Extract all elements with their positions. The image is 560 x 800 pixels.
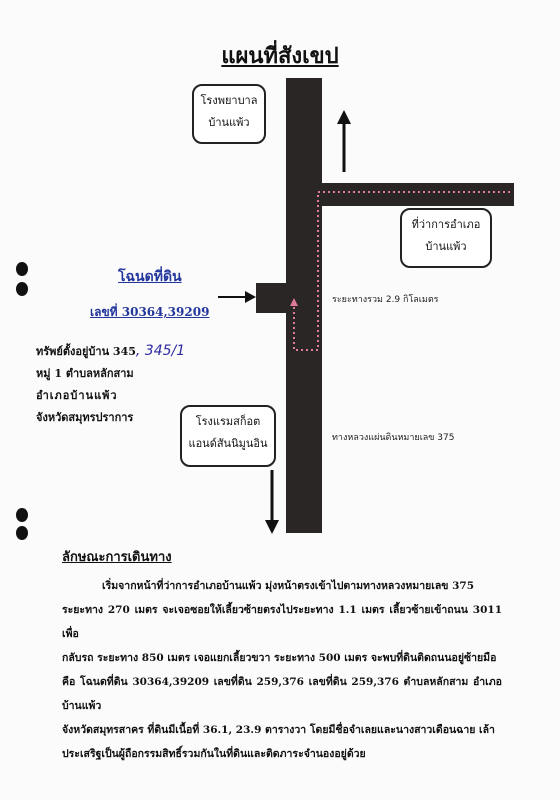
property-address (36, 340, 246, 429)
binder-hole-bottom (16, 526, 28, 540)
page-title: แผนที่สังเขป (221, 43, 339, 69)
address-line2: หมู่ 1 ตำบลหลักสาม (36, 367, 134, 380)
directions-line: กลับรถ ระยะทาง 850 เมตร เจอแยกเลี้ยวขวา ระยะทาง 500 เมตร จะพบที่ดินติดถนนอยู่ซ้ายมือ (62, 652, 497, 664)
directions-line: จังหวัดสมุทรสาคร ที่ดินมีเนื้อที่ 36.1, 23.9 ตารางวา โดยมีชื่อจำเลยและนางสาวเดือนฉาย เล้า (62, 724, 495, 736)
district-office-name-line1: ที่ว่าการอำเภอ (411, 218, 481, 231)
district-office-name-line2: บ้านแพ้ว (425, 240, 467, 253)
directions-title: ลักษณะการเดินทาง (62, 550, 172, 565)
route-path (280, 180, 512, 360)
directions-line: คือ โฉนดที่ดิน 30364,39209 เลขที่ดิน 259,376 เลขที่ดิน 259,376 ตำบลหลักสาม อำเภอบ้านแพ้ว (62, 676, 502, 712)
district-office-box (400, 208, 492, 268)
hotel-name-line1: โรงแรมสก็อต (195, 415, 261, 428)
distance-label: ระยะทางรวม 2.9 กิโลเมตร (332, 295, 439, 305)
highway-label: ทางหลวงแผ่นดินหมายเลข 375 (332, 433, 455, 443)
address-line3: อำเภอบ้านแพ้ว (36, 389, 118, 402)
handwritten-house-number: , 345/1 (135, 343, 186, 359)
land-deed-title: โฉนดที่ดิน (118, 269, 182, 285)
directions-line: ประเสริฐเป็นผู้ถือกรรมสิทธิ์รวมกันในที่ดินและติดภาระจำนองอยู่ด้วย (62, 748, 366, 760)
directions-paragraph (62, 574, 502, 766)
hotel-name-line2: แอนด์สันนิมูนอิน (188, 437, 268, 450)
land-parcel-marker (256, 283, 286, 313)
hospital-name-line2: บ้านแพ้ว (208, 116, 250, 129)
north-arrow (336, 110, 352, 174)
binder-hole-top (16, 262, 28, 276)
south-arrow (264, 470, 280, 534)
land-deed-number: เลขที่ 30364,39209 (90, 305, 210, 319)
binder-hole-upper-mid (16, 282, 28, 296)
route-arrowhead (290, 298, 298, 306)
address-line4: จังหวัดสมุทรปราการ (36, 411, 134, 424)
directions-line: เริ่มจากหน้าที่ว่าการอำเภอบ้านแพ้ว มุ่งหน้าตรงเข้าไปตามทางหลวงหมายเลข 375 (102, 580, 475, 592)
land-pointer-arrow (218, 290, 256, 304)
address-line1: ทรัพย์ตั้งอยู่บ้าน 345, 345/1 (36, 343, 186, 359)
hospital-box (192, 84, 266, 144)
directions-line: ระยะทาง 270 เมตร จะเจอซอยให้เลี้ยวซ้ายตรงไประยะทาง 1.1 เมตร เลี้ยวซ้ายเข้าถนน 3011 เพื่อ (62, 604, 502, 640)
hospital-name-line1: โรงพยาบาล (200, 94, 258, 107)
binder-hole-lower-mid (16, 508, 28, 522)
